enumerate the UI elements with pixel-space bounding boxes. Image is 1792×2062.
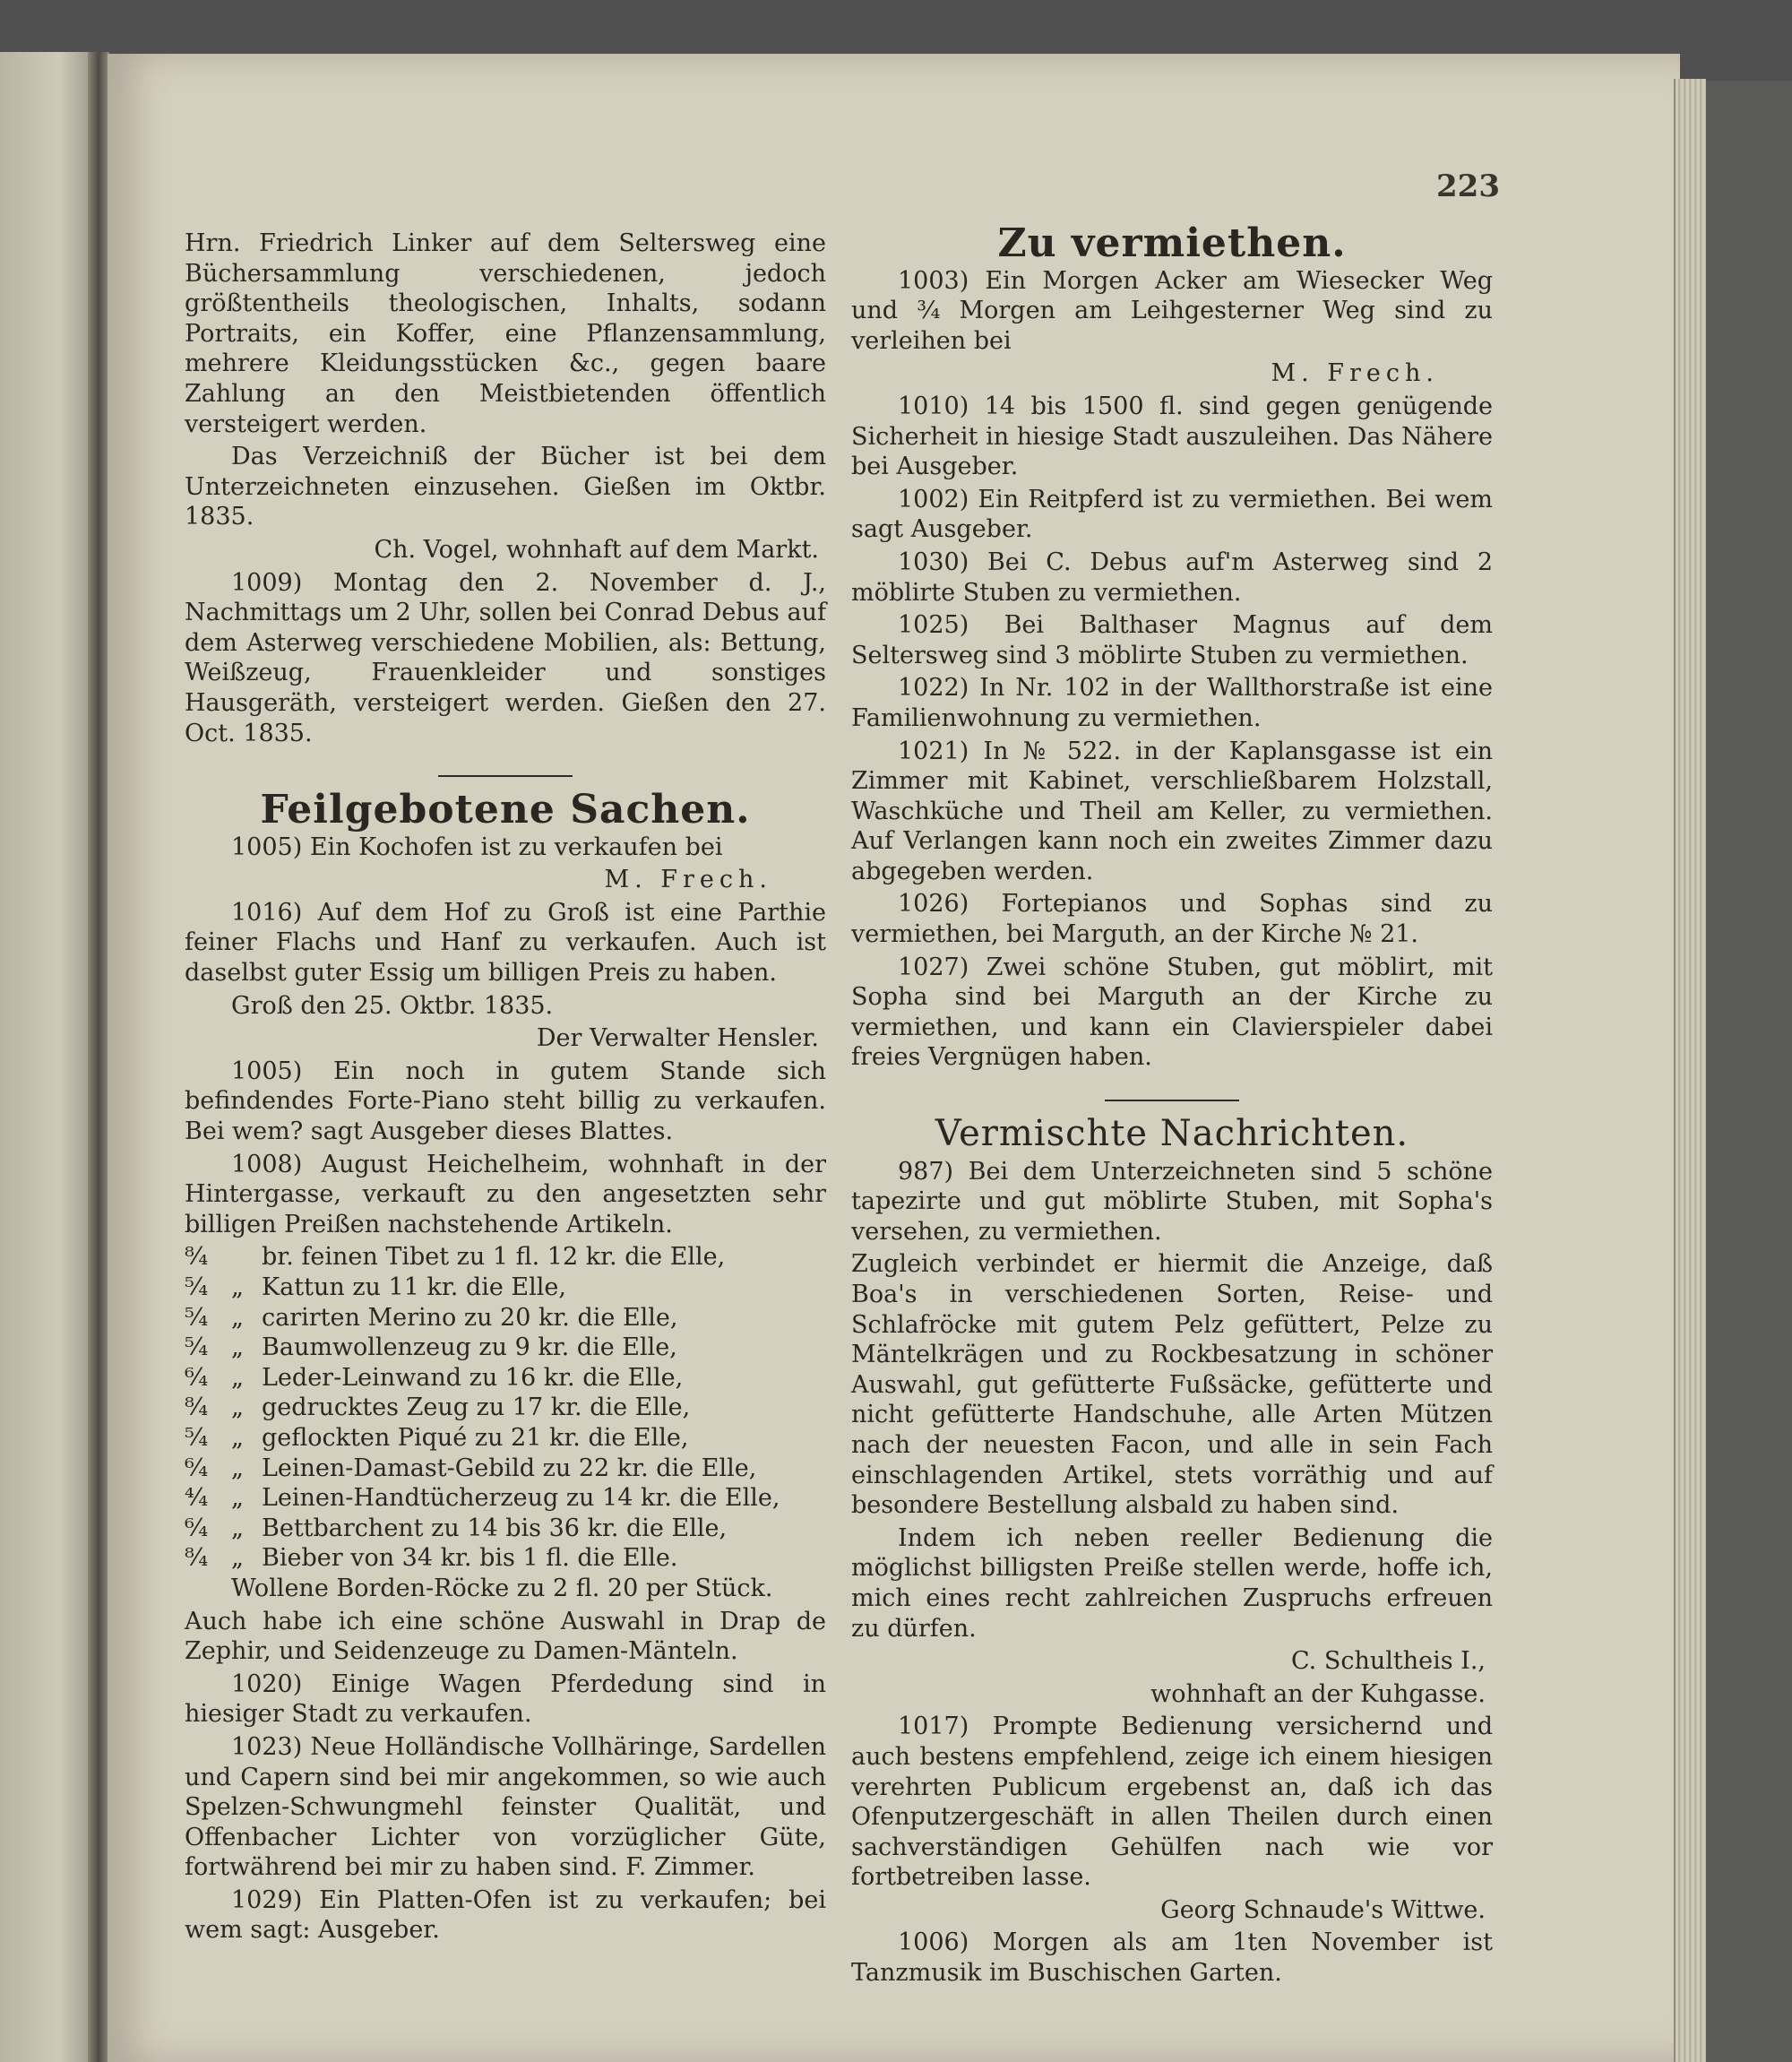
price-item-text: Leder-Leinwand zu 16 kr. die Elle, xyxy=(262,1363,684,1392)
price-item-text: geflockten Piqué zu 21 kr. die Elle, xyxy=(262,1423,689,1452)
ad-paragraph: 1023) Neue Holländische Vollhäringe, Sardellen und Capern sind bei mir angekommen, so wie auch Spelzen-Schwungmehl feinster Qualität, und Offenbacher Lichter von vorzüglicher Güte, fortwährend bei mir zu haben sind. F. Zimmer. xyxy=(185,1732,826,1882)
ad-paragraph: 1027) Zwei schöne Stuben, gut möblirt, mit Sopha sind bei Marguth an der Kirche zu vermiethen, und kann ein Clavierspieler dabei freies Vergnügen haben. xyxy=(851,953,1493,1072)
signature-line: Georg Schnaude's Wittwe. xyxy=(1160,1895,1486,1924)
section-rule xyxy=(1105,1100,1239,1101)
ad-paragraph: 1026) Fortepianos und Sophas sind zu vermiethen, bei Marguth, an der Kirche № 21. xyxy=(851,890,1493,949)
width-fraction: ⁶⁄₄ xyxy=(185,1363,209,1392)
ditto-mark: „ xyxy=(231,1454,244,1482)
page-stack-edge xyxy=(1674,79,1706,2062)
ad-paragraph: 1017) Prompte Bedienung versichernd und auch bestens empfehlend, zeige ich einem hiesigen verehrten Publicum ergebenst an, daß ich das Ofenputzergeschäft in allen Theilen durch einen sachverständigen Gehülfen nach wie vor fortbetreiben lasse. xyxy=(851,1713,1493,1892)
ad-paragraph: 1022) In Nr. 102 in der Wallthorstraße ist eine Familienwohnung zu vermiethen. xyxy=(851,674,1493,732)
ad-paragraph: 1006) Morgen als am 1ten November ist Tanzmusik im Buschischen Garten. xyxy=(851,1928,1493,1988)
price-list-item xyxy=(185,1333,826,1363)
miscellaneous-ads xyxy=(851,1157,1493,1989)
price-list-item xyxy=(185,1514,826,1544)
left-column xyxy=(185,229,826,1948)
price-list-item xyxy=(185,1454,826,1484)
ditto-mark: „ xyxy=(231,1273,244,1301)
ad-paragraph: Wollene Borden-Röcke zu 2 fl. 20 per Stück. xyxy=(231,1574,773,1602)
price-list-item xyxy=(185,1483,826,1514)
width-fraction: ⁸⁄₄ xyxy=(185,1243,209,1272)
ad-paragraph: Das Verzeichniß der Bücher ist bei dem Unterzeichneten einzusehen. Gießen im Oktbr. 1835. xyxy=(185,443,826,531)
ad-paragraph: 1020) Einige Wagen Pferdedung sind in hiesiger Stadt zu verkaufen. xyxy=(185,1669,826,1729)
ad-paragraph: 1002) Ein Reitpferd ist zu vermiethen. Bei wem sagt Ausgeber. xyxy=(851,485,1493,544)
signature-line: M. Frech. xyxy=(1271,359,1439,388)
price-item-text: Bettbarchent zu 14 bis 36 kr. die Elle, xyxy=(262,1514,728,1542)
book-gutter xyxy=(88,52,109,2062)
for-sale-ads-continued xyxy=(185,1574,826,1946)
ditto-mark: „ xyxy=(231,1423,244,1452)
ad-paragraph: 1016) Auf dem Hof zu Groß ist eine Parthie feiner Flachs und Hanf zu verkaufen. Auch ist daselbst guter Essig um billigen Preis zu haben. xyxy=(185,898,826,988)
ad-paragraph: Groß den 25. Oktbr. 1835. xyxy=(231,991,554,1020)
ditto-mark: „ xyxy=(231,1303,244,1332)
price-item-text: carirten Merino zu 20 kr. die Elle, xyxy=(262,1303,678,1332)
width-fraction: ⁸⁄₄ xyxy=(185,1393,209,1422)
ad-paragraph: 1021) In № 522. in der Kaplansgasse ist ein Zimmer mit Kabinet, verschließbarem Holzstall, Waschküche und Theil am Keller, zu vermiethen. Auf Verlangen kann noch ein zweites Zimmer dazu abgegeben werden. xyxy=(851,737,1493,885)
price-item-text: Leinen-Damast-Gebild zu 22 kr. die Elle, xyxy=(262,1454,757,1482)
ad-paragraph: 1008) August Heichelheim, wohnhaft in der Hintergasse, verkauft zu den angesetzten sehr billigen Preißen nachstehende Artikeln. xyxy=(185,1150,826,1238)
ad-paragraph: 1003) Ein Morgen Acker am Wiesecker Weg und ¾ Morgen am Leihgesterner Weg sind zu verleihen bei xyxy=(851,266,1493,355)
signature-line: Ch. Vogel, wohnhaft auf dem Markt. xyxy=(374,535,819,564)
page-number: 223 xyxy=(1436,168,1500,204)
ditto-mark: „ xyxy=(231,1333,244,1362)
ditto-mark: „ xyxy=(231,1484,244,1513)
price-list-item xyxy=(185,1423,826,1454)
ad-paragraph: Auch habe ich eine schöne Auswahl in Drap de Zephir, und Seidenzeuge zu Damen-Mänteln. xyxy=(185,1607,826,1666)
price-item-text: Kattun zu 11 kr. die Elle, xyxy=(262,1273,566,1301)
price-list-item xyxy=(185,1242,826,1273)
ad-paragraph: 1030) Bei C. Debus auf'm Asterweg sind 2 möblirte Stuben zu vermiethen. xyxy=(851,548,1493,607)
auction-notices xyxy=(185,229,826,748)
signature-line: wohnhaft an der Kuhgasse. xyxy=(1150,1679,1486,1708)
ad-paragraph: Indem ich neben reeller Bedienung die möglichst billigsten Preiße stellen werde, hoffe ich, mich eines recht zahlreichen Zuspruchs erfreuen zu dürfen. xyxy=(851,1523,1493,1643)
signature-line: M. Frech. xyxy=(604,866,772,894)
ad-paragraph: 1009) Montag den 2. November d. J., Nachmittags um 2 Uhr, sollen bei Conrad Debus auf dem Asterweg verschiedene Mobilien, als: Bettung, Weißzeug, Frauenkleider und sonstiges Hausgeräth, versteigert werden. Gießen den 27. Oct. 1835. xyxy=(185,568,826,747)
price-list-item xyxy=(185,1303,826,1333)
width-fraction: ⁶⁄₄ xyxy=(185,1454,209,1482)
heading-zu-vermiethen: Zu vermiethen. xyxy=(997,220,1347,266)
price-item-text: Bieber von 34 kr. bis 1 fl. die Elle. xyxy=(262,1544,678,1573)
width-fraction: ⁵⁄₄ xyxy=(185,1423,209,1452)
price-item-text: Leinen-Handtücherzeug zu 14 kr. die Elle, xyxy=(262,1484,780,1513)
price-item-text: gedrucktes Zeug zu 17 kr. die Elle, xyxy=(262,1393,691,1422)
ditto-mark: „ xyxy=(231,1514,244,1542)
price-list xyxy=(185,1242,826,1574)
ditto-mark xyxy=(231,1242,249,1273)
width-fraction: ⁸⁄₄ xyxy=(185,1544,209,1573)
price-list-item xyxy=(185,1393,826,1423)
heading-vermischte-nachrichten: Vermischte Nachrichten. xyxy=(935,1113,1409,1155)
price-list-item xyxy=(185,1363,826,1393)
ditto-mark: „ xyxy=(231,1363,244,1392)
width-fraction: ⁵⁄₄ xyxy=(185,1273,209,1301)
width-fraction: ⁶⁄₄ xyxy=(185,1514,209,1542)
ad-paragraph: 1010) 14 bis 1500 fl. sind gegen genügende Sicherheit in hiesige Stadt auszuleihen. Das Nähere bei Ausgeber. xyxy=(851,392,1493,481)
ad-paragraph: 1005) Ein noch in gutem Stande sich befindendes Forte-Piano steht billig zu verkaufen. Bei wem? sagt Ausgeber dieses Blattes. xyxy=(185,1057,826,1146)
right-column xyxy=(851,220,1493,1991)
price-item-text: br. feinen Tibet zu 1 fl. 12 kr. die Elle, xyxy=(262,1243,726,1272)
signature-line: Der Verwalter Hensler. xyxy=(536,1024,819,1053)
width-fraction: ⁵⁄₄ xyxy=(185,1303,209,1332)
heading-feilgebotene-sachen: Feilgebotene Sachen. xyxy=(260,787,751,833)
price-item-text: Baumwollenzeug zu 9 kr. die Elle, xyxy=(262,1333,677,1362)
price-list-item xyxy=(185,1543,826,1574)
ad-paragraph: 1005) Ein Kochofen ist zu verkaufen bei xyxy=(231,833,723,861)
ad-paragraph: 1029) Ein Platten-Ofen ist zu verkaufen; bei wem sagt: Ausgeber. xyxy=(185,1885,826,1945)
for-sale-ads xyxy=(185,833,826,1240)
ad-paragraph: Zugleich verbindet er hiermit die Anzeige, daß Boa's in verschiedenen Sorten, Reise- und Schlafröcke mit gutem Pelz gefüttert, Pelze zu Mäntelkrägen und zu Rockbesatzung in schöner Auswahl, gut gefütterte Fußsäcke, gefütterte und nicht gefütterte Handschuhe, alle Arten Mützen nach der neuesten Facon, und alle in sein Fach einschlagenden Artikel, stets vorräthig und auf besondere Bestellung alsbald zu haben sind. xyxy=(851,1250,1493,1520)
width-fraction: ⁴⁄₄ xyxy=(185,1484,209,1513)
section-rule xyxy=(438,775,573,777)
ditto-mark: „ xyxy=(231,1393,244,1422)
ad-paragraph: Hrn. Friedrich Linker auf dem Seltersweg eine Büchersammlung verschiedenen, jedoch größtentheils theologischen, Inhalts, sodann Portraits, ein Koffer, eine Pflanzensammlung, mehrere Kleidungsstücken &c., gegen baare Zahlung an den Meistbietenden öffentlich versteigert werden. xyxy=(185,229,826,438)
ditto-mark: „ xyxy=(231,1544,244,1573)
ad-paragraph: 1025) Bei Balthaser Magnus auf dem Seltersweg sind 3 möblirte Stuben zu vermiethen. xyxy=(851,611,1493,669)
ad-paragraph: 987) Bei dem Unterzeichneten sind 5 schöne tapezirte und gut möblirte Stuben, mit Sopha's versehen, zu vermiethen. xyxy=(851,1157,1493,1246)
signature-line: C. Schultheis I., xyxy=(1290,1647,1486,1676)
rental-ads xyxy=(851,266,1493,1073)
price-list-item xyxy=(185,1273,826,1303)
width-fraction: ⁵⁄₄ xyxy=(185,1333,209,1362)
